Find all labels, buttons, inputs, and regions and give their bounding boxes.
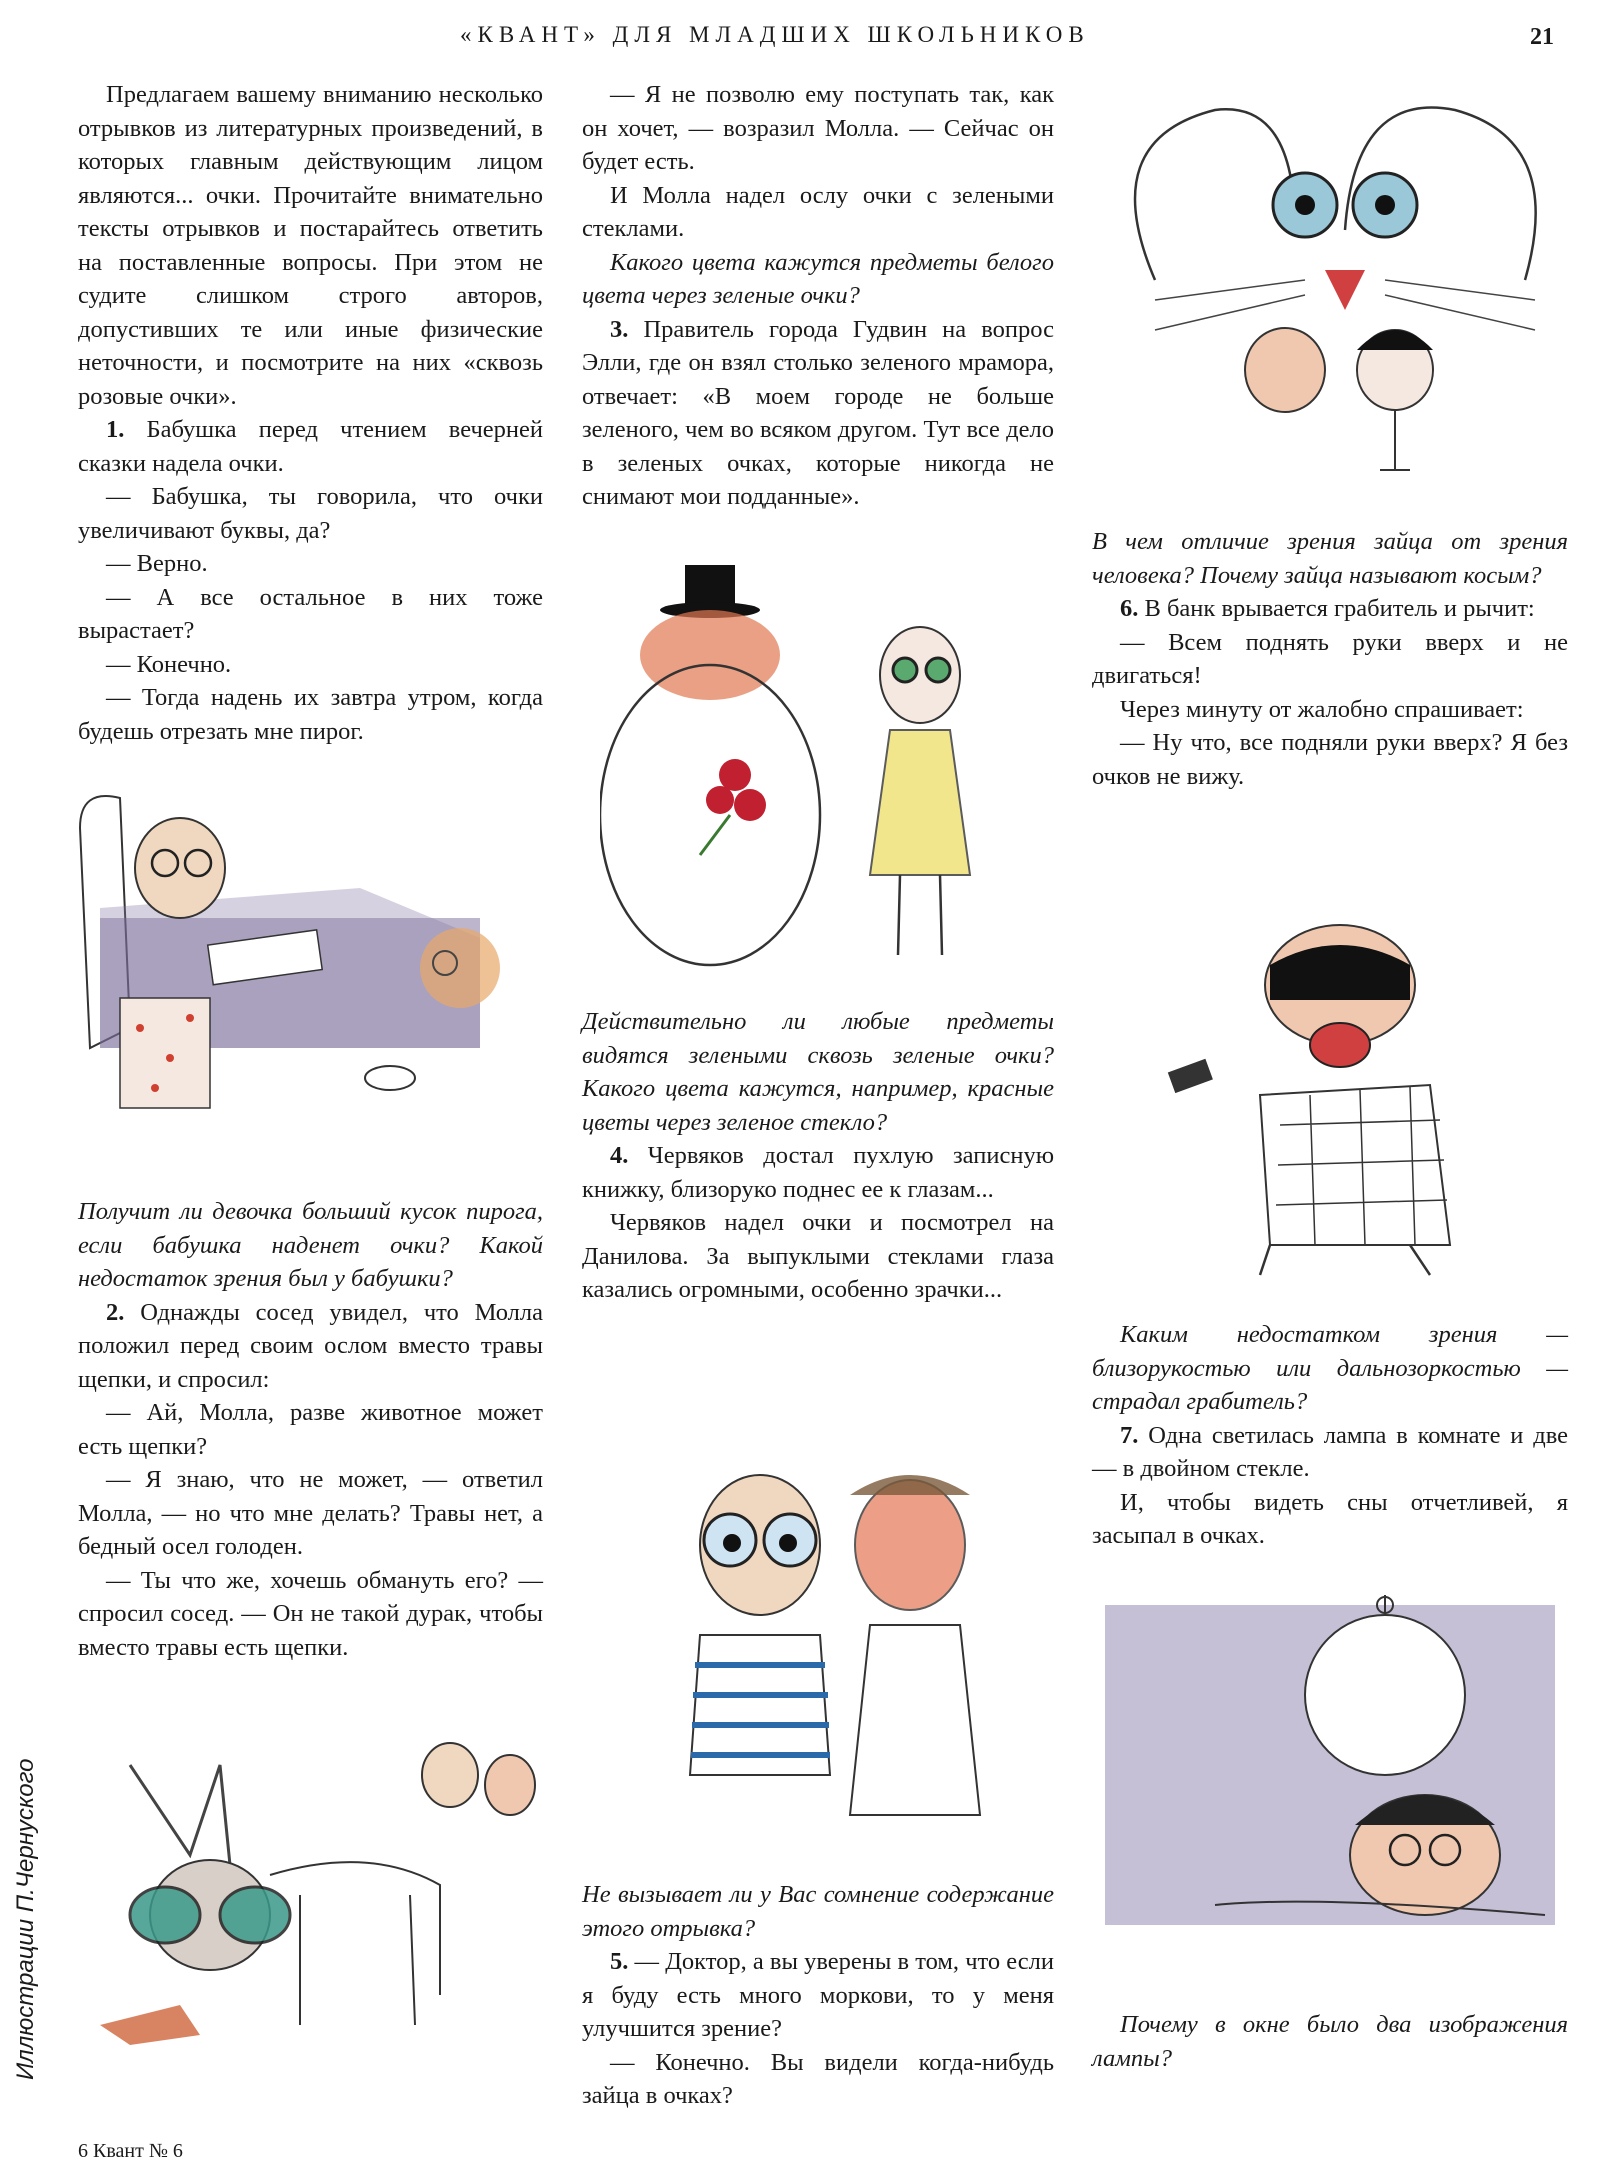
section-number: 2.	[106, 1298, 125, 1326]
page-number: 21	[1530, 24, 1554, 50]
section-text: Однажды сосед увидел, что Молла положил перед своим ослом вместо травы щепки, и спросил:	[78, 1298, 544, 1393]
hare-glasses-illustration	[1095, 80, 1565, 500]
section-4-intro	[582, 1139, 1054, 1206]
section-3	[582, 313, 1054, 514]
dialogue-line: — Конечно.	[106, 650, 232, 678]
donkey-green-glasses-illustration	[70, 1725, 560, 2065]
section-number: 1.	[106, 416, 125, 443]
question-7: Почему в окне было два изображения лампы?	[1092, 2011, 1568, 2072]
column-3-bottom	[1092, 2008, 1568, 2075]
dialogue-line: — Ай, Молла, разве животное может есть щепки?	[78, 1399, 543, 1460]
dialogue-line: — Ну что, все подняли руки вверх? Я без очков не вижу.	[1092, 729, 1568, 790]
section-5-intro	[582, 1945, 1054, 2046]
question-2: Какого цвета кажутся предметы белого цвета через зеленые очки?	[582, 248, 1054, 309]
narrative-line: Червяков надел очки и посмотрел на Данилова. За выпуклыми стеклами глаза казались огромными, особенно зрачки...	[582, 1209, 1054, 1303]
question-6: Каким недостатком зрения — близорукостью или дальнозоркостью — страдал грабитель?	[1092, 1321, 1568, 1415]
section-number: 7.	[1120, 1421, 1139, 1449]
section-1-intro	[78, 413, 543, 480]
running-header: «КВАНТ» ДЛЯ МЛАДШИХ ШКОЛЬНИКОВ	[460, 22, 1090, 47]
question-5: В чем отличие зрения зайца от зрения человека? Почему зайца называют косым?	[1092, 528, 1568, 589]
column-3-middle	[1092, 1318, 1568, 1553]
section-7-intro	[1092, 1419, 1568, 1486]
section-number: 4.	[610, 1142, 629, 1169]
column-3-top	[1092, 525, 1568, 793]
section-number: 3.	[610, 315, 629, 343]
dialogue-line: — Я знаю, что не может, — ответил Молла, — но что мне делать? Травы нет, а бедный осел голоден.	[78, 1466, 543, 1560]
dialogue-line: — Бабушка, ты говорила, что очки увеличивают буквы, да?	[78, 483, 543, 544]
column-2-bottom	[582, 1878, 1054, 2113]
column-2-top	[582, 78, 1054, 514]
dialogue-line: — Я не позволю ему поступать так, как он хочет, — возразил Молла. — Сейчас он будет есть.	[582, 81, 1054, 175]
grandmother-bed-illustration	[60, 768, 540, 1148]
dialogue-line: — Ты что же, хочешь обмануть его? — спросил сосед. — Он не такой дурак, чтобы вместо травы есть щепки.	[78, 1566, 543, 1661]
sleeper-lamp-illustration	[1095, 1585, 1565, 1985]
section-number: 6.	[1120, 595, 1139, 622]
dialogue-line: — Всем поднять руки вверх и не двигаться!	[1092, 628, 1568, 689]
column-1-bottom	[78, 1195, 543, 1664]
section-2-intro	[78, 1296, 543, 1397]
chervyakov-danilov-illustration	[600, 1435, 1060, 1865]
section-number: 5.	[610, 1948, 629, 1975]
question-4: Не вызывает ли у Вас сомнение содержание этого отрывка?	[582, 1881, 1054, 1942]
column-2-middle	[582, 1005, 1054, 1307]
section-text: Правитель города Гудвин на вопрос Элли, где он взял столько зеленого мрамора, отвечает: «В моем городе не больше зеленого, чем во всяком другом. Тут все дело в зеленых очках, которые никогда не снимают мои подданные».	[582, 315, 1054, 510]
question-1: Получит ли девочка больший кусок пирога, если бабушка наденет очки? Какой недостаток зрения был у бабушки?	[78, 1198, 543, 1292]
question-3: Действительно ли любые предметы видятся зелеными сквозь зеленые очки? Какого цвета кажутся, например, красные цветы через зеленое стекло?	[582, 1008, 1054, 1136]
illustration-credit: Иллюстрации П.Чернуского	[12, 1758, 39, 2080]
section-text: Одна светилась лампа в комнате и две — в двойном стекле.	[1092, 1421, 1569, 1482]
dialogue-line: — Верно.	[106, 550, 208, 577]
column-1-top	[78, 78, 543, 748]
dialogue-line: — Конечно. Вы видели когда-нибудь зайца в очках?	[582, 2048, 1054, 2109]
section-text: Бабушка перед чтением вечерней сказки надела очки.	[78, 416, 544, 477]
dialogue-line: — А все остальное в них тоже вырастает?	[78, 583, 543, 644]
narrative-line: Через минуту от жалобно спрашивает:	[1120, 695, 1524, 723]
section-text: Червяков достал пухлую записную книжку, близоруко поднес ее к глазам...	[582, 1142, 1054, 1203]
intro-paragraph: Предлагаем вашему вниманию несколько отрывков из литературных произведений, в которых главным действующим лицом являются... очки. Прочитайте внимательно тексты отрывков и постарайтесь ответить на поставленные вопросы. При этом не судите слишком строго авторов, допустивших те или иные физические неточности, и посмотрите на них «сквозь розовые очки».	[78, 81, 543, 410]
narrative-line: И Молла надел ослу очки с зелеными стеклами.	[582, 181, 1054, 242]
goodwin-ellie-illustration	[600, 555, 1060, 995]
page-footer: 6 Квант № 6	[78, 2140, 183, 2162]
narrative-line: И, чтобы видеть сны отчетливей, я засыпал в очках.	[1092, 1488, 1568, 1549]
dialogue-line: — Тогда надень их завтра утром, когда будешь отрезать мне пирог.	[78, 684, 543, 745]
bank-robber-illustration	[1130, 905, 1550, 1290]
section-text: — Доктор, а вы уверены в том, что если я буду есть много моркови, то у меня улучшится зрение?	[582, 1948, 1054, 2042]
section-6-intro	[1092, 592, 1568, 626]
section-text: В банк врывается грабитель и рычит:	[1144, 595, 1535, 622]
